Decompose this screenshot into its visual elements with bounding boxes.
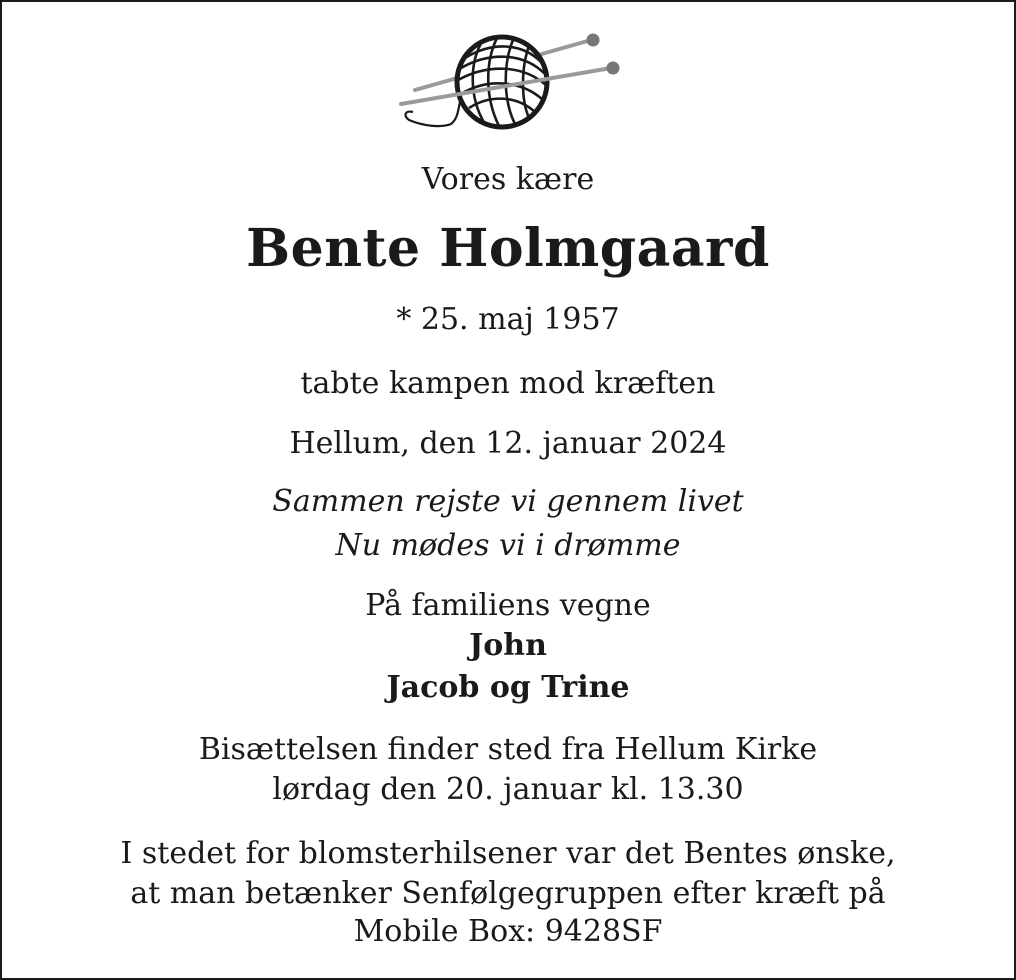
donation-info: Mobile Box: 9428SF bbox=[353, 914, 663, 949]
family-intro: På familiens vegne bbox=[365, 588, 651, 623]
yarn-ball-knitting-needles-icon bbox=[395, 28, 627, 132]
birth-date: * 25. maj 1957 bbox=[396, 302, 620, 337]
funeral-info: lørdag den 20. januar kl. 13.30 bbox=[272, 772, 744, 807]
intro-text: Vores kære bbox=[421, 162, 595, 197]
funeral-info: Bisættelsen finder sted fra Hellum Kirke bbox=[198, 732, 818, 767]
cause-text: tabte kampen mod kræften bbox=[300, 366, 716, 401]
verse-line: Nu mødes vi i drømme bbox=[335, 528, 681, 563]
deceased-name: Bente Holmgaard bbox=[246, 218, 770, 279]
place-date: Hellum, den 12. januar 2024 bbox=[289, 426, 727, 461]
verse-line: Sammen rejste vi gennem livet bbox=[272, 484, 744, 519]
donation-info: at man betænker Senfølgegruppen efter kræft på bbox=[130, 876, 886, 911]
signatory: John bbox=[469, 628, 547, 663]
donation-info: I stedet for blomsterhilsener var det Bentes ønske, bbox=[120, 836, 896, 871]
signatory: Jacob og Trine bbox=[386, 670, 630, 705]
